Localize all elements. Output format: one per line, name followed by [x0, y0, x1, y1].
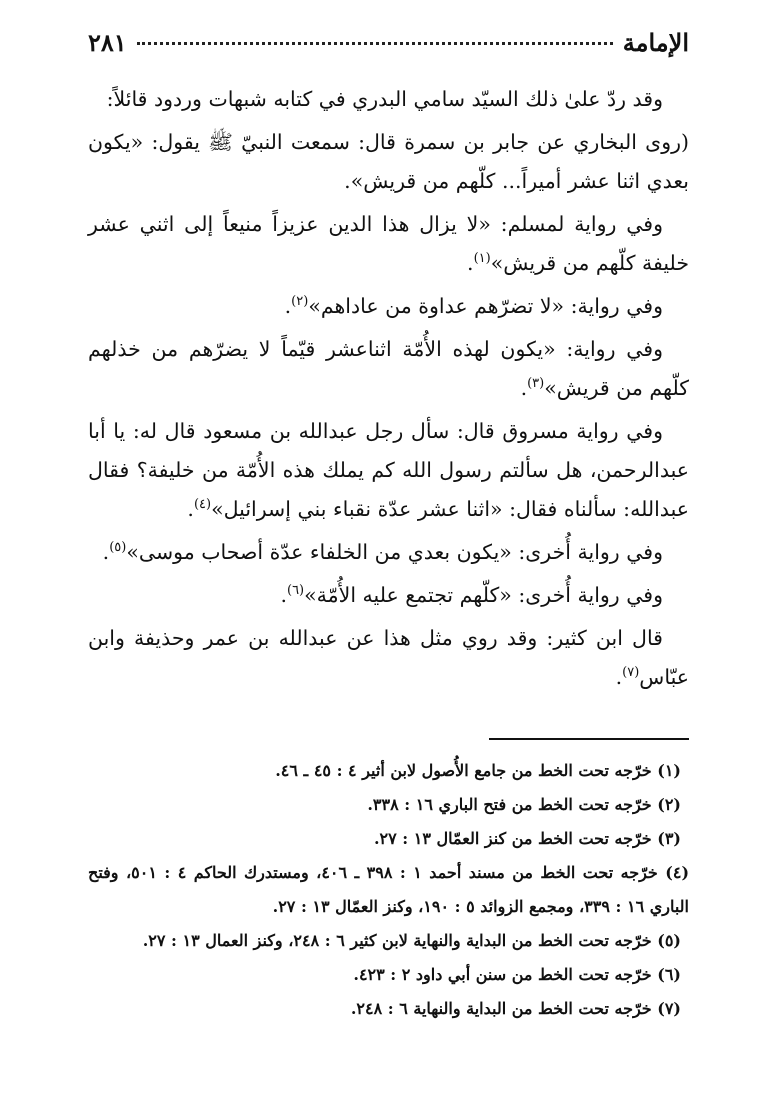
footnote: (١) خرّجه تحت الخط من جامع الأُصول لابن أثير ٤ : ٤٥ ـ ٤٦.: [275, 761, 681, 780]
running-header: [88, 28, 689, 64]
paragraph: وفي رواية أُخرى: «كلّهم تجتمع عليه الأُمّة»$^{(٦)}$.: [280, 583, 663, 607]
footnote-ref[interactable]: (٥): [109, 540, 127, 556]
paragraph: وفي رواية: «لا تضرّهم عداوة من عاداهم»$^{(٢)}$.: [284, 294, 663, 318]
footnote: (٦) خرّجه تحت الخط من سنن أبي داود ٢ : ٤٢٣.: [353, 965, 681, 984]
paragraph: وفي رواية لمسلم: «لا يزال هذا الدين عزيزاً منيعاً إلى اثني عشر خليفة كلّهم من قريش»$^{(١)}$.: [88, 212, 689, 275]
footnote: (٥) خرّجه تحت الخط من البداية والنهاية لابن كثير ٦ : ٢٤٨، وكنز العمال ١٣ : ٢٧.: [142, 931, 681, 950]
page-number: ٢٨١: [88, 28, 127, 57]
footnote: (٣) خرّجه تحت الخط من كنز العمّال ١٣ : ٢٧.: [373, 829, 681, 848]
body-text: [88, 80, 689, 701]
paragraph: (روى البخاري عن جابر بن سمرة قال: سمعت النبيّ ﷺ يقول: «يكون بعدي اثنا عشر أميراً... كلّهم من قريش».: [88, 130, 689, 193]
paragraph: وفي رواية أُخرى: «يكون بعدي من الخلفاء عدّة أصحاب موسى»$^{(٥)}$.: [102, 540, 663, 564]
footnote-ref[interactable]: (٣): [527, 376, 545, 392]
footnote: (٢) خرّجه تحت الخط من فتح الباري ١٦ : ٣٣٨.: [367, 795, 681, 814]
footnote-ref[interactable]: (٤): [193, 497, 212, 513]
chapter-title: الإمامة: [622, 28, 689, 57]
footnote-ref[interactable]: (١): [473, 251, 491, 267]
footnote-ref[interactable]: (٦): [286, 583, 305, 599]
paragraph: وقد ردّ علىٰ ذلك السيّد سامي البدري في كتابه شبهات وردود قائلاً:: [106, 87, 663, 111]
paragraph: وفي رواية: «يكون لهذه الأُمّة اثناعشر قيّماً لا يضرّهم من خذلهم كلّهم من قريش»$^{(٣)}$.: [88, 337, 689, 400]
paragraph: وفي رواية مسروق قال: سأل رجل عبدالله بن مسعود قال له: يا أبا عبدالرحمن، هل سألتم رسول الله كم يملك هذه الأُمّة من خليفة؟ فقال عبدالله: سألناه فقال: «اثنا عشر عدّة نقباء بني إسرائيل»$^{(٤)}$.: [88, 419, 689, 521]
footnote: (٤) خرّجه تحت الخط من مسند أحمد ١ : ٣٩٨ ـ ٤٠٦، ومستدرك الحاكم ٤ : ٥٠١، وفتح الباري ١٦ : ٣٣٩، ومجمع الزوائد ٥ : ١٩٠، وكنز العمّال ١٣ : ٢٧.: [88, 863, 690, 916]
paragraph: قال ابن كثير: وقد روي مثل هذا عن عبدالله بن عمر وحذيفة وابن عبّاس$^{(٧)}$.: [88, 626, 689, 689]
header-dot-leader: [137, 42, 613, 45]
footnote-separator: [489, 738, 689, 740]
footnote-ref[interactable]: (٧): [622, 665, 640, 681]
footnotes: [88, 754, 689, 1026]
footnote-ref[interactable]: (٢): [291, 294, 309, 310]
footnote: (٧) خرّجه تحت الخط من البداية والنهاية ٦ : ٢٤٨.: [350, 999, 681, 1018]
